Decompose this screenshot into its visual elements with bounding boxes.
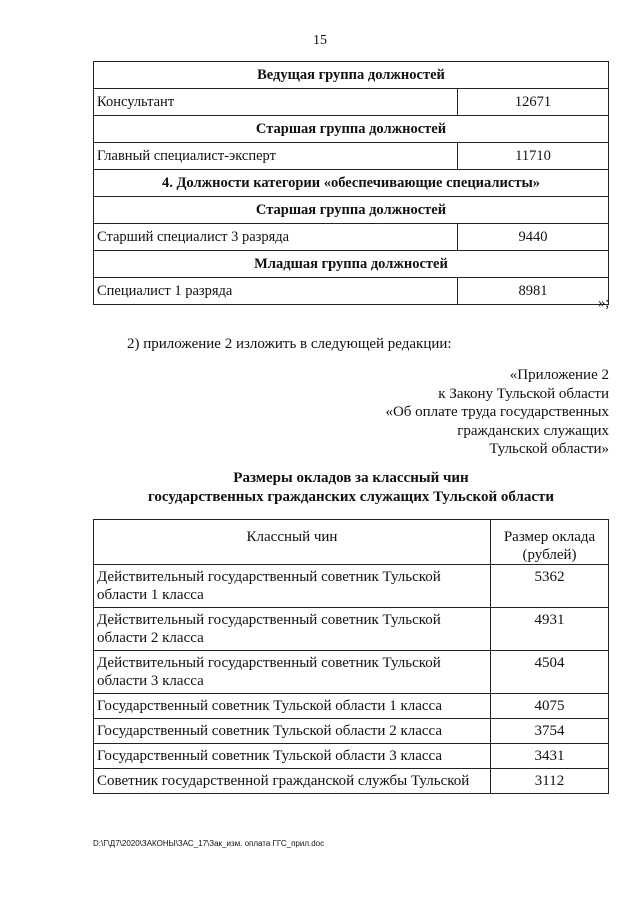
- class-rank-name: Государственный советник Тульской области 1 класса: [94, 694, 491, 719]
- position-name: Специалист 1 разряда: [94, 278, 458, 305]
- class-rank-name: Действительный государственный советник Тульской области 3 класса: [94, 651, 491, 694]
- appendix-header: [300, 366, 609, 459]
- group-heading-row: [94, 251, 609, 278]
- table-row: [94, 744, 609, 769]
- class-rank-name: Действительный государственный советник Тульской области 2 класса: [94, 608, 491, 651]
- table-row: [94, 278, 609, 305]
- section-title: [93, 469, 609, 506]
- amendment-paragraph: 2) приложение 2 изложить в следующей редакции:: [127, 336, 452, 352]
- page-number: 15: [313, 33, 327, 48]
- group-heading: Старшая группа должностей: [94, 197, 609, 224]
- appendix-line: к Закону Тульской области: [438, 385, 609, 402]
- position-name: Главный специалист-эксперт: [94, 143, 458, 170]
- class-rank-name: Действительный государственный советник Тульской области 1 класса: [94, 565, 491, 608]
- appendix-line: «Об оплате труда государственных: [385, 404, 609, 420]
- appendix-line: «Приложение 2: [509, 367, 609, 383]
- appendix-line: Тульской области»: [489, 441, 609, 457]
- appendix-line: гражданских служащих: [457, 422, 609, 439]
- table-header-row: [94, 520, 609, 565]
- closing-quote-mark: »;: [598, 295, 610, 311]
- salary-value: 3112: [491, 769, 609, 794]
- table-row: [94, 769, 609, 794]
- table-row: [94, 608, 609, 651]
- group-heading-row: [94, 62, 609, 89]
- header-salary-line2: (рублей): [522, 547, 577, 563]
- title-line: государственных гражданских служащих Тульской области: [147, 488, 555, 505]
- salary-value: 3754: [491, 719, 609, 744]
- table-row: [94, 89, 609, 116]
- position-name: Консультант: [94, 89, 458, 116]
- salary-value: 4075: [491, 694, 609, 719]
- header-salary-line1: Размер оклада: [503, 529, 596, 545]
- salary-value: 8981: [458, 278, 609, 305]
- class-rank-name: Государственный советник Тульской области 2 класса: [94, 719, 491, 744]
- table-row: [94, 224, 609, 251]
- class-rank-salary-table: [93, 519, 609, 794]
- header-class-rank: Классный чин: [94, 520, 491, 565]
- class-rank-name: Государственный советник Тульской области 3 класса: [94, 744, 491, 769]
- salary-value: 4931: [491, 608, 609, 651]
- group-heading: Старшая группа должностей: [94, 116, 609, 143]
- salary-value: 9440: [458, 224, 609, 251]
- table-row: [94, 565, 609, 608]
- salary-value: 3431: [491, 744, 609, 769]
- table-row: [94, 143, 609, 170]
- table-row: [94, 719, 609, 744]
- class-rank-name: Советник государственной гражданской службы Тульской: [94, 769, 491, 794]
- group-heading: Ведущая группа должностей: [94, 62, 609, 89]
- group-heading: 4. Должности категории «обеспечивающие специалисты»: [94, 170, 609, 197]
- salary-value: 12671: [458, 89, 609, 116]
- salary-value: 4504: [491, 651, 609, 694]
- header-salary: [491, 520, 609, 565]
- title-line: Размеры окладов за классный чин: [233, 470, 469, 486]
- footer-file-path: D:\Г\Д7\2020\ЗАКОНЫ\ЗАС_17\Зак_изм. оплата ГГС_прил.doc: [93, 839, 325, 848]
- table-row: [94, 651, 609, 694]
- group-heading-row: [94, 197, 609, 224]
- salary-value: 5362: [491, 565, 609, 608]
- group-heading-row: [94, 116, 609, 143]
- position-name: Старший специалист 3 разряда: [94, 224, 458, 251]
- group-heading-row: [94, 170, 609, 197]
- positions-salary-table: [93, 61, 609, 305]
- table-row: [94, 694, 609, 719]
- salary-value: 11710: [458, 143, 609, 170]
- group-heading: Младшая группа должностей: [94, 251, 609, 278]
